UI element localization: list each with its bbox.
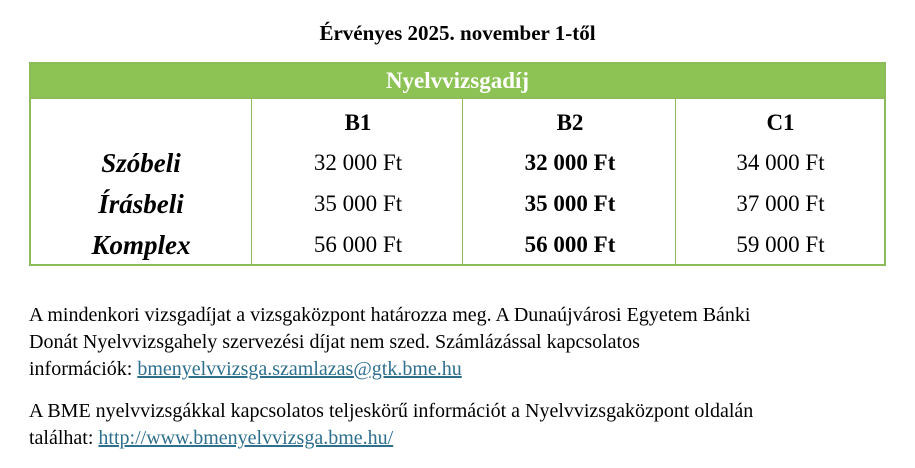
fee-cell: 34 000 Ft: [736, 150, 825, 175]
row-label-oral: Szóbeli: [101, 148, 181, 178]
paragraph-line: [29, 425, 859, 452]
billing-info-paragraph: [29, 302, 859, 383]
paragraph-line: Donát Nyelvvizsgahely szervezési díjat nem szed. Számlázással kapcsolatos: [29, 331, 640, 353]
row-label-complex: Komplex: [91, 230, 191, 260]
paragraph-line: [29, 356, 859, 383]
column-divider: [251, 99, 252, 264]
fee-cell: 32 000 Ft: [524, 150, 616, 175]
paragraph-text: információk:: [29, 358, 138, 380]
fee-cell: 35 000 Ft: [313, 191, 403, 216]
exam-fee-table: [29, 62, 886, 266]
row-label-written: Írásbeli: [98, 189, 184, 219]
fee-cell: 32 000 Ft: [313, 150, 403, 175]
fee-cell: 59 000 Ft: [736, 232, 825, 257]
column-header-c1: C1: [766, 110, 795, 135]
fee-cell: 35 000 Ft: [524, 191, 616, 216]
paragraph-line: A BME nyelvvizsgákkal kapcsolatos teljeskörű információt a Nyelvvizsgaközpont oldalán: [29, 400, 754, 422]
fee-cell: 56 000 Ft: [524, 232, 616, 257]
billing-email-link[interactable]: bmenyelvvizsga.szamlazas@gtk.bme.hu: [137, 358, 462, 380]
paragraph-line: A mindenkori vizsgadíjat a vizsgaközpont határozza meg. A Dunaújvárosi Egyetem Bánki: [29, 304, 751, 326]
validity-heading: Érvényes 2025. november 1-től: [319, 21, 596, 45]
table-title: Nyelvvizsgadíj: [31, 64, 884, 99]
exam-center-info-paragraph: [29, 398, 859, 452]
paragraph-text: találhat:: [29, 427, 99, 449]
column-header-b1: B1: [344, 110, 372, 135]
exam-center-website-link[interactable]: http://www.bmenyelvvizsga.bme.hu/: [98, 427, 394, 449]
fee-cell: 56 000 Ft: [313, 232, 403, 257]
fee-cell: 37 000 Ft: [736, 191, 825, 216]
column-header-b2: B2: [556, 110, 584, 135]
